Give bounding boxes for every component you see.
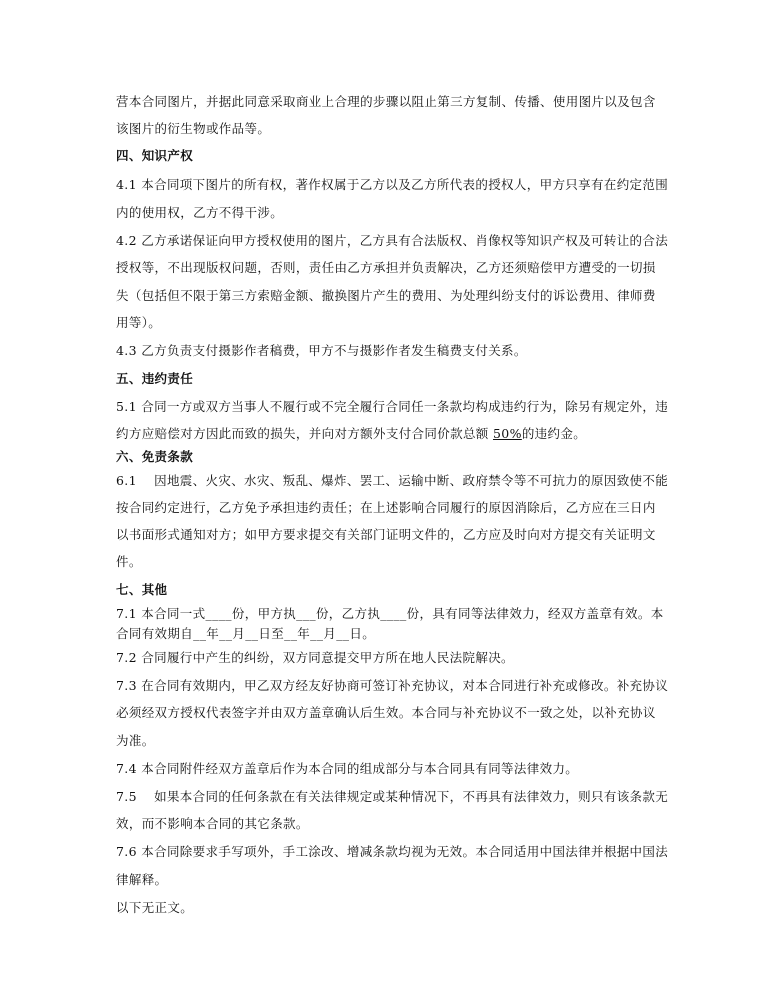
clause-4-2-line: 4.2 乙方承诺保证向甲方授权使用的图片，乙方具有合法版权、肖像权等知识产权及可转让的合法 [116, 233, 669, 248]
clause-7-1-line: 合同有效期自__年__月__日至__年__月__日。 [116, 626, 376, 641]
clause-7-2-line: 7.2 合同履行中产生的纠纷，双方同意提交甲方所在地人民法院解决。 [116, 650, 514, 665]
clause-7-6-line: 律解释。 [116, 872, 168, 887]
clause-4-3-line: 4.3 乙方负责支付摄影作者稿费，甲方不与摄影作者发生稿费支付关系。 [116, 343, 527, 358]
clause-7-4-line: 7.4 本合同附件经双方盖章后作为本合同的组成部分与本合同具有同等法律效力。 [116, 761, 579, 776]
clause-6-1-line: 6.1 因地震、火灾、水灾、叛乱、爆炸、罢工、运输中断、政府禁令等不可抗力的原因致使不能 [116, 473, 669, 488]
clause-5-1-text: 的违约金。 [521, 426, 587, 441]
clause-6-1-line: 按合同约定进行，乙方免予承担违约责任；在上述影响合同履行的原因消除后，乙方应在三日内 [116, 500, 656, 515]
clause-4-2-line: 授权等，不出现版权问题，否则，责任由乙方承担并负责解决，乙方还须赔偿甲方遭受的一切损 [116, 260, 656, 275]
end-of-text: 以下无正文。 [116, 900, 194, 915]
penalty-percent: 50% [492, 426, 522, 441]
clause-4-2-line: 用等）。 [116, 315, 162, 330]
clause-7-1-line: 7.1 本合同一式____份，甲方执___份，乙方执____份，具有同等法律效力，经双方盖章有效。本 [116, 606, 664, 621]
clause-5-1-line [116, 426, 586, 442]
clause-7-5-line: 7.5 如果本合同的任何条款在有关法律规定或某种情况下，不再具有法律效力，则只有该条款无 [116, 789, 669, 804]
clause-7-5-line: 效，而不影响本合同的其它条款。 [116, 816, 309, 831]
clause-6-1-line: 以书面形式通知对方；如甲方要求提交有关部门证明文件的，乙方应及时向对方提交有关证明文 [116, 527, 656, 542]
section-heading-ip: 四、知识产权 [116, 148, 194, 163]
body-line: 营本合同图片，并据此同意采取商业上合理的步骤以阻止第三方复制、传播、使用图片以及包含 [116, 94, 656, 109]
section-heading-other: 七、其他 [116, 582, 168, 597]
clause-7-6-line: 7.6 本合同除要求手写项外，手工涂改、增减条款均视为无效。本合同适用中国法律并根据中国法 [116, 844, 669, 859]
clause-7-3-line: 7.3 在合同有效期内，甲乙双方经友好协商可签订补充协议，对本合同进行补充或修改。补充协议 [116, 678, 669, 693]
clause-6-1-line: 件。 [116, 554, 142, 569]
clause-4-1-line: 内的使用权，乙方不得干涉。 [116, 205, 284, 220]
clause-5-1-text: 约方应赔偿对方因此而致的损失，并向对方额外支付合同价款总额 [116, 426, 493, 441]
body-line: 该图片的衍生物或作品等。 [116, 121, 271, 136]
section-heading-exemption: 六、免责条款 [116, 449, 194, 464]
clause-4-2-line: 失（包括但不限于第三方索赔金额、撤换图片产生的费用、为处理纠纷支付的诉讼费用、律师费 [116, 288, 656, 303]
clause-7-3-line: 为准。 [116, 733, 155, 748]
clause-4-1-line: 4.1 本合同项下图片的所有权，著作权属于乙方以及乙方所代表的授权人，甲方只享有在约定范围 [116, 177, 669, 192]
clause-7-3-line: 必须经双方授权代表签字并由双方盖章确认后生效。本合同与补充协议不一致之处，以补充协议 [116, 705, 656, 720]
clause-5-1-line: 5.1 合同一方或双方当事人不履行或不完全履行合同任一条款均构成违约行为，除另有规定外，违 [116, 399, 669, 414]
section-heading-breach: 五、违约责任 [116, 371, 194, 386]
